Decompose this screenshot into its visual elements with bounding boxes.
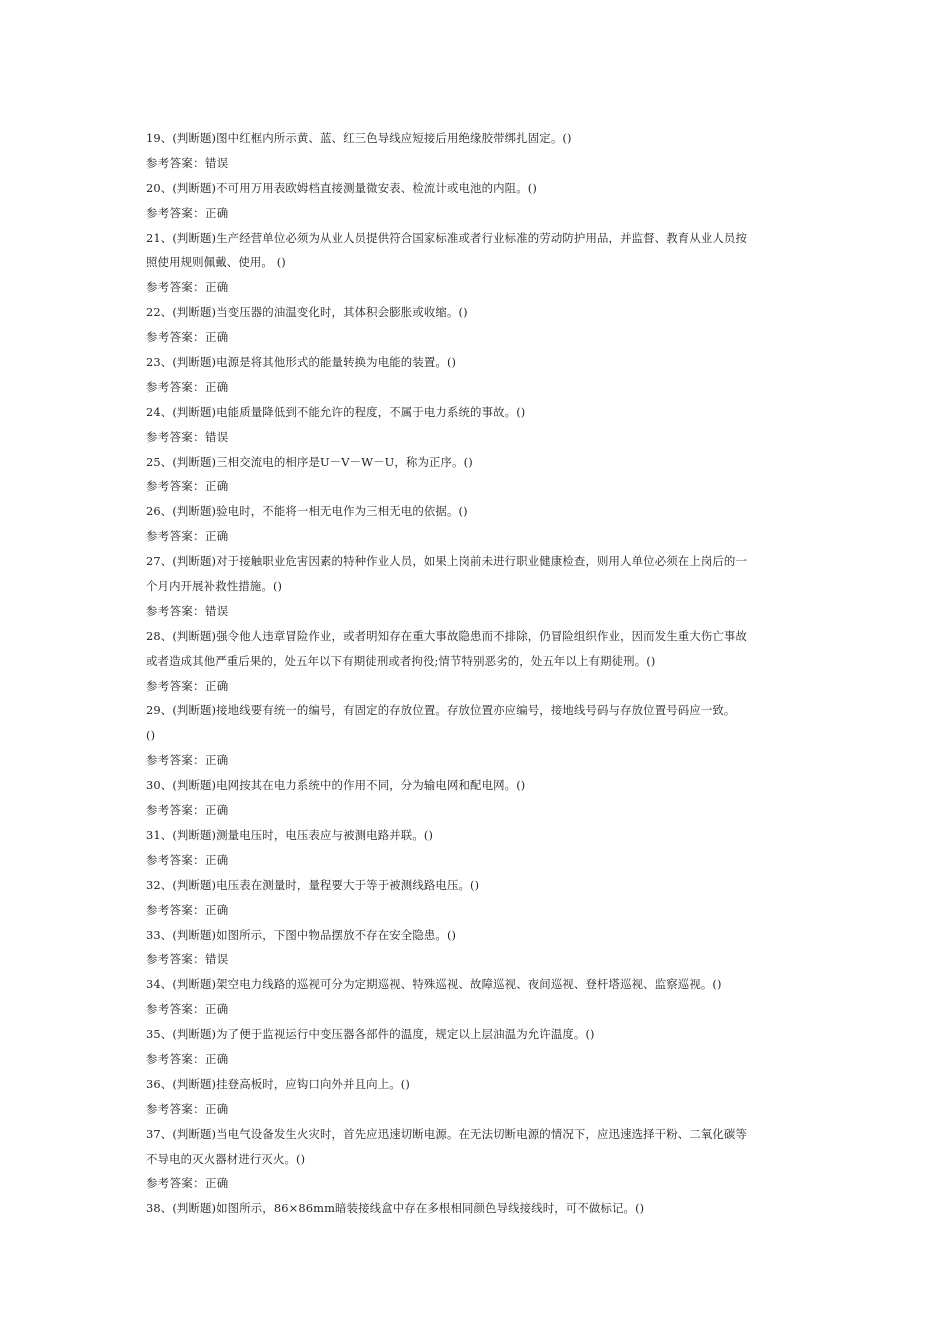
reference-answer: 参考答案：正确 — [146, 1051, 229, 1066]
reference-answer: 参考答案：正确 — [146, 753, 229, 768]
question-item — [146, 624, 822, 699]
question-item — [146, 923, 822, 973]
reference-answer: 参考答案：正确 — [146, 678, 229, 693]
question-item — [146, 499, 822, 549]
question-item — [146, 176, 822, 226]
question-text-line: 23、(判断题)电源是将其他形式的能量转换为电能的装置。() — [146, 355, 457, 370]
question-item — [146, 450, 822, 500]
question-item — [146, 1196, 822, 1221]
question-item — [146, 972, 822, 1022]
question-text-line: 27、(判断题)对于接触职业危害因素的特种作业人员，如果上岗前未进行职业健康检查，则用人单位必须在上岗后的一 — [146, 554, 748, 569]
reference-answer: 参考答案：正确 — [146, 479, 229, 494]
question-item — [146, 1022, 822, 1072]
question-text-line: 或者造成其他严重后果的，处五年以下有期徒刑或者拘役;情节特别恶劣的，处五年以上有期徒刑。() — [146, 653, 656, 668]
question-text-line: 26、(判断题)验电时，不能将一相无电作为三相无电的依据。() — [146, 504, 468, 519]
question-text-line: 38、(判断题)如图所示，86×86mm暗装接线盒中存在多根相同颜色导线接线时，可不做标记。() — [146, 1201, 645, 1216]
question-text-line: () — [146, 728, 156, 743]
reference-answer: 参考答案：正确 — [146, 1176, 229, 1191]
reference-answer: 参考答案：错误 — [146, 952, 229, 967]
question-text-line: 19、(判断题)图中红框内所示黄、蓝、红三色导线应短接后用绝缘胶带绑扎固定。() — [146, 131, 572, 145]
question-item — [146, 226, 822, 301]
question-item — [146, 400, 822, 450]
question-text-line: 22、(判断题)当变压器的油温变化时，其体积会膨胀或收缩。() — [146, 305, 468, 320]
reference-answer: 参考答案：正确 — [146, 529, 229, 544]
question-item — [146, 126, 822, 176]
document-page — [146, 126, 822, 1221]
reference-answer: 参考答案：正确 — [146, 1101, 229, 1116]
reference-answer: 参考答案：正确 — [146, 379, 229, 394]
reference-answer: 参考答案：错误 — [146, 155, 229, 170]
question-item — [146, 350, 822, 400]
question-text-line: 34、(判断题)架空电力线路的巡视可分为定期巡视、特殊巡视、故障巡视、夜间巡视、登杆塔巡视、监察巡视。() — [146, 977, 722, 992]
reference-answer: 参考答案：错误 — [146, 603, 229, 618]
question-item — [146, 873, 822, 923]
question-item — [146, 549, 822, 624]
question-text-line: 28、(判断题)强令他人违章冒险作业，或者明知存在重大事故隐患而不排除，仍冒险组织作业，因而发生重大伤亡事故 — [146, 628, 748, 643]
question-text-line: 30、(判断题)电网按其在电力系统中的作用不同，分为输电网和配电网。() — [146, 778, 526, 793]
question-item — [146, 1122, 822, 1197]
reference-answer: 参考答案：正确 — [146, 1002, 229, 1017]
reference-answer: 参考答案：正确 — [146, 902, 229, 917]
reference-answer: 参考答案：正确 — [146, 280, 229, 295]
question-text-line: 33、(判断题)如图所示，下图中物品摆放不存在安全隐患。() — [146, 927, 457, 942]
question-item — [146, 773, 822, 823]
question-text-line: 个月内开展补救性措施。() — [146, 579, 283, 594]
reference-answer: 参考答案：正确 — [146, 205, 229, 220]
question-item — [146, 698, 822, 773]
question-text-line: 不导电的灭火器材进行灭火。() — [146, 1151, 306, 1166]
reference-answer: 参考答案：错误 — [146, 429, 229, 444]
question-item — [146, 823, 822, 873]
question-text-line: 29、(判断题)接地线要有统一的编号，有固定的存放位置。存放位置亦应编号，接地线号码与存放位置号码应一致。 — [146, 703, 736, 718]
question-text-line: 36、(判断题)挂登高板时，应钩口向外并且向上。() — [146, 1076, 410, 1091]
question-text-line: 照使用规则佩戴、使用。 () — [146, 255, 286, 270]
question-text-line: 25、(判断题)三相交流电的相序是U－V－W－U，称为正序。() — [146, 454, 473, 469]
reference-answer: 参考答案：正确 — [146, 330, 229, 345]
reference-answer: 参考答案：正确 — [146, 852, 229, 867]
reference-answer: 参考答案：正确 — [146, 803, 229, 818]
question-item — [146, 1072, 822, 1122]
question-item — [146, 300, 822, 350]
question-text-line: 31、(判断题)测量电压时，电压表应与被测电路并联。() — [146, 827, 434, 842]
question-text-line: 21、(判断题)生产经营单位必须为从业人员提供符合国家标准或者行业标准的劳动防护用品，并监督、教育从业人员按 — [146, 230, 748, 245]
question-text-line: 20、(判断题)不可用万用表欧姆档直接测量微安表、检流计或电池的内阻。() — [146, 180, 537, 195]
question-text-line: 35、(判断题)为了便于监视运行中变压器各部件的温度，规定以上层油温为允许温度。() — [146, 1027, 595, 1042]
question-text-line: 37、(判断题)当电气设备发生火灾时，首先应迅速切断电源。在无法切断电源的情况下，应迅速选择干粉、二氧化碳等 — [146, 1126, 748, 1141]
question-text-line: 24、(判断题)电能质量降低到不能允许的程度，不属于电力系统的事故。() — [146, 404, 526, 419]
question-text-line: 32、(判断题)电压表在测量时，量程要大于等于被测线路电压。() — [146, 877, 480, 892]
